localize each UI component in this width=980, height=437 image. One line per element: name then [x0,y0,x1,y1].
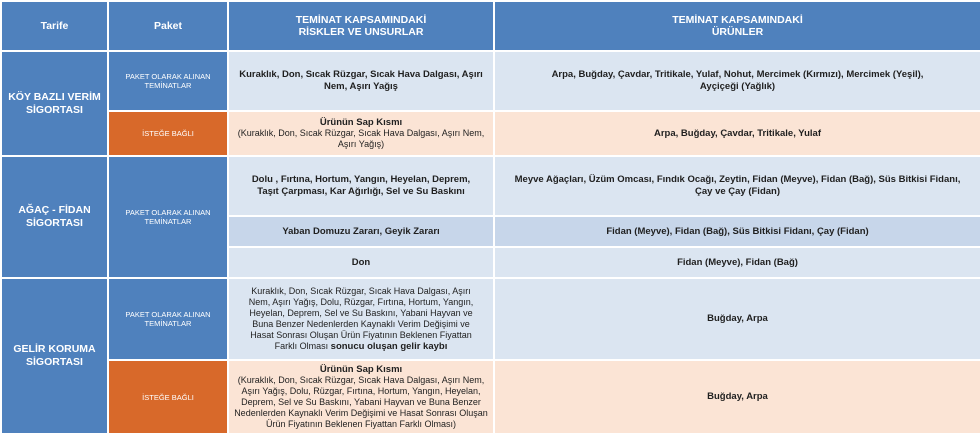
tarife-gelir-koruma [1,278,108,434]
urun-cell: Buğday, Arpa [494,278,980,360]
urun-text: Meyve Ağaçları, Üzüm Omcası, Fındık Ocağı, Zeytin, Fidan (Meyve), Fidan (Bağ), Süs Bitkisi Fidanı, [514,174,961,185]
header-riskler-line1: TEMİNAT KAPSAMINDAKİ [295,14,427,26]
risk-text: Hasat Sonrası Oluşan Ürün Fiyatının Beklenen Fiyattan [250,330,472,340]
risk-cell: Don [228,247,494,278]
sap-text: Aşırı Yağış, Dolu, Rüzgar, Fırtına, Hortum, Yangın, Heyelan, [241,386,481,396]
sap-text: Nedenlerden Kaynaklı Verim Değişimi ve Hasat Sonrası Oluşan [234,408,488,418]
tarife-label: SİGORTASI [26,217,83,229]
table-row [1,156,980,216]
header-tarife: Tarife [1,1,108,51]
header-riskler [228,1,494,51]
header-urunler-line1: TEMİNAT KAPSAMINDAKİ [672,14,803,26]
risk-text: Kuraklık, Don, Sıcak Rüzgar, Sıcak Hava Dalgası, Aşırı [239,69,483,80]
tarife-label: SİGORTASI [26,356,83,368]
header-urunler-line2: ÜRÜNLER [711,26,764,38]
table-row [1,278,980,360]
sap-text: (Kuraklık, Don, Sıcak Rüzgar, Sıcak Hava Dalgası, Aşırı Nem, [237,375,485,385]
sap-urun-cell: Buğday, Arpa [494,360,980,434]
risk-text: Kuraklık, Don, Sıcak Rüzgar, Sıcak Hava Dalgası, Aşırı [251,286,471,296]
risk-cell [228,156,494,216]
sap-text: Ürün Fiyatının Beklenen Fiyattan Farklı Olması) [265,419,457,429]
paket-label: TEMİNATLAR [144,319,192,328]
sap-title: Ürünün Sap Kısmı [319,117,403,128]
urun-text: Ayçiçeği (Yağlık) [699,81,776,92]
urun-text: Arpa, Buğday, Çavdar, Tritikale, Yulaf, Nohut, Mercimek (Kırmızı), Mercimek (Yeşil), [551,69,924,80]
sap-title: Ürünün Sap Kısmı [319,364,403,375]
header-paket: Paket [108,1,228,51]
risk-text: Nem, Aşırı Yağış, Dolu, Rüzgar, Fırtına, Hortum, Yangın, [248,297,474,307]
risk-text: Dolu , Fırtına, Hortum, Yangın, Heyelan, Deprem, [251,174,471,185]
risk-text: Nem, Aşırı Yağış [324,81,398,92]
sap-urun-cell: Arpa, Buğday, Çavdar, Tritikale, Yulaf [494,111,980,156]
paket-cell [108,156,228,278]
sap-risk-cell [228,111,494,156]
urun-cell [494,51,980,111]
table-row [1,111,980,156]
paket-cell [108,278,228,360]
paket-label: PAKET OLARAK ALINAN [125,310,211,319]
tarife-agac-fidan [1,156,108,278]
risk-cell [228,51,494,111]
sap-text: Deprem, Sel ve Su Baskını, Yabani Hayvan ve Buna Benzer [241,397,481,407]
tarife-label: KÖY BAZLI VERİM [8,90,101,103]
tarife-koy-bazli [1,51,108,156]
paket-label: TEMİNATLAR [144,81,192,90]
paket-label: TEMİNATLAR [144,217,192,226]
paket-cell [108,51,228,111]
urun-cell: Fidan (Meyve), Fidan (Bağ), Süs Bitkisi Fidanı, Çay (Fidan) [494,216,980,247]
table-row [1,51,980,111]
tarife-label: AĞAÇ - FİDAN [18,204,91,216]
risk-text: Heyelan, Deprem, Sel ve Su Baskını, Yabani Hayvan ve [249,308,473,318]
header-row [1,1,980,51]
istege-bagli-cell: İSTEĞE BAĞLI [108,360,228,434]
sap-text: Aşırı Yağış) [337,139,385,149]
tarife-label: GELİR KORUMA [13,343,96,355]
risk-cell [228,278,494,360]
urun-text: Çay ve Çay (Fidan) [695,186,780,197]
risk-text: Buna Benzer Nedenlerden Kaynaklı Verim Değişimi ve [252,319,470,329]
risk-text: Farklı Olması [274,341,329,351]
header-riskler-line2: RİSKLER VE UNSURLAR [298,26,424,38]
urun-cell [494,156,980,216]
risk-text-bold: sonucu oluşan gelir kaybı [330,341,448,352]
paket-label: PAKET OLARAK ALINAN [125,208,211,217]
header-urunler [494,1,980,51]
tarife-label: SİGORTASI [26,103,83,116]
sap-risk-cell [228,360,494,434]
istege-bagli-cell: İSTEĞE BAĞLI [108,111,228,156]
urun-cell: Fidan (Meyve), Fidan (Bağ) [494,247,980,278]
paket-label: PAKET OLARAK ALINAN [125,72,211,81]
risk-cell: Yaban Domuzu Zararı, Geyik Zararı [228,216,494,247]
sap-text: (Kuraklık, Don, Sıcak Rüzgar, Sıcak Hava Dalgası, Aşırı Nem, [237,128,485,138]
table-row [1,360,980,434]
risk-text: Taşıt Çarpması, Kar Ağırlığı, Sel ve Su Baskını [257,186,465,197]
